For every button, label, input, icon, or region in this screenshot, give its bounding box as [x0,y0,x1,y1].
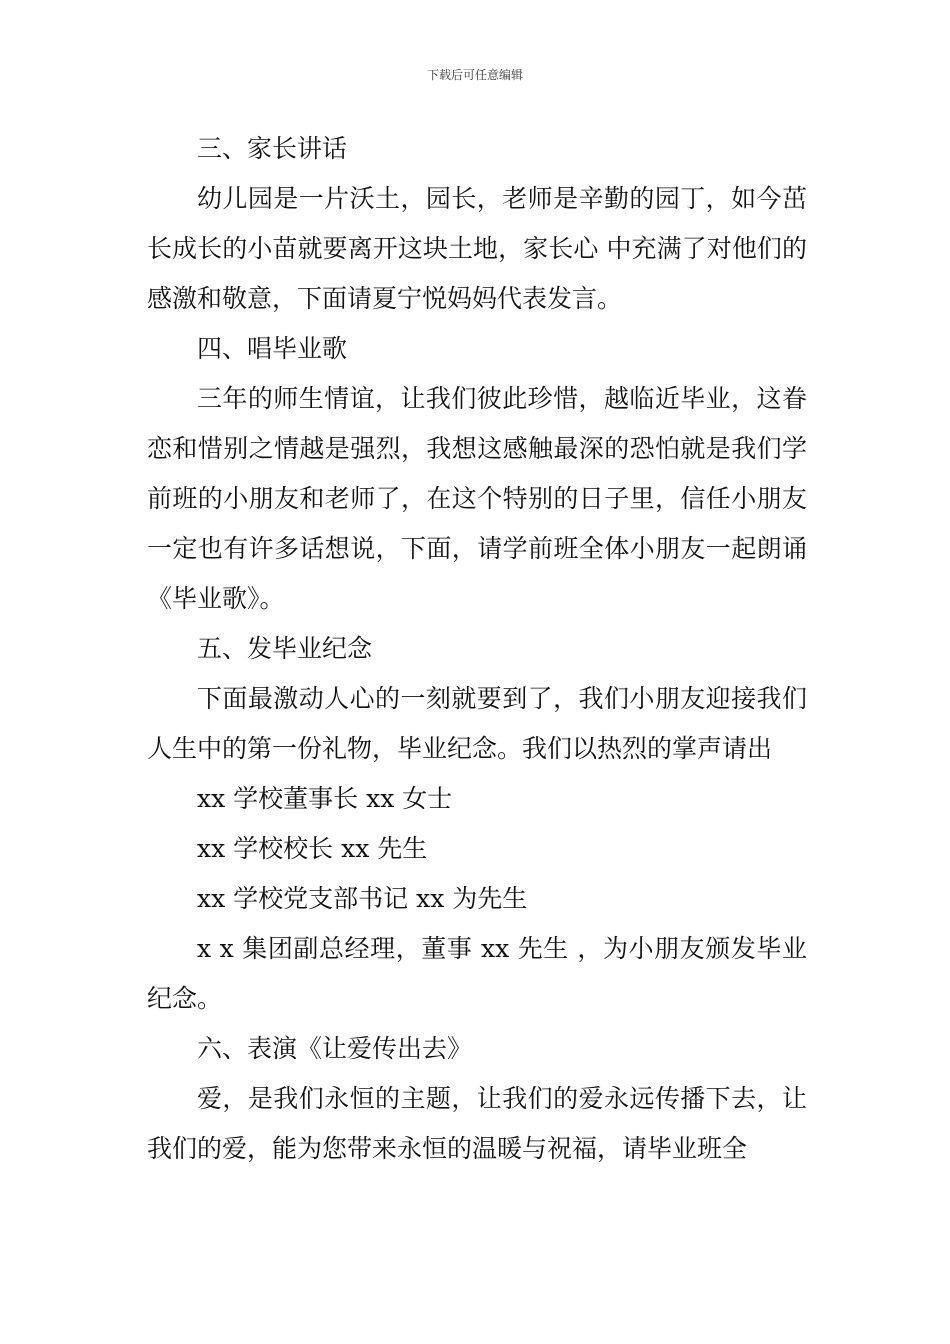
paragraph-graduation-song: 三年的师生情谊，让我们彼此珍惜，越临近毕业，这眷恋和惜别之情越是强烈，我想这感触最深的恐怕就是我们学前班的小朋友和老师了，在这个特别的日子里，信任小朋友一定也有许多话想说，下面，请学前班全体小朋友一起朗诵《毕业歌》。 [147,384,807,613]
paragraph-graduation-souvenir: 下面最激动人心的一刻就要到了，我们小朋友迎接我们人生中的第一份礼物，毕业纪念。我们以热烈的掌声请出 [147,684,807,763]
guest-line-party-secretary: xx 学校党支部书记 xx 为先生 [197,884,528,913]
paragraph-parent-speech: 幼儿园是一片沃土，园长，老师是辛勤的园丁，如今茁长成长的小苗就要离开这块土地，家长心 中充满了对他们的感激和敬意，下面请夏宁悦妈妈代表发言。 [147,184,807,313]
paragraph-performance: 爱，是我们永恒的主题，让我们的爱永远传播下去，让我们的爱，能为您带来永恒的温暖与祝福，请毕业班全 [147,1084,807,1163]
section-heading-graduation-song: 四、唱毕业歌 [197,334,348,363]
section-heading-parent-speech: 三、家长讲话 [197,134,348,163]
guest-line-chairman: xx 学校董事长 xx 女士 [197,784,453,813]
section-heading-graduation-souvenir: 五、发毕业纪念 [197,634,373,663]
guest-line-principal: xx 学校校长 xx 先生 [197,834,428,863]
page-header-note: 下载后可任意编辑 [426,68,523,82]
guest-line-group-manager: x x 集团副总经理，董事 xx 先生 ，为小朋友颁发毕业纪念。 [147,934,807,1013]
document-body [147,124,807,1174]
section-heading-performance: 六、表演《让爱传出去》 [197,1034,473,1063]
